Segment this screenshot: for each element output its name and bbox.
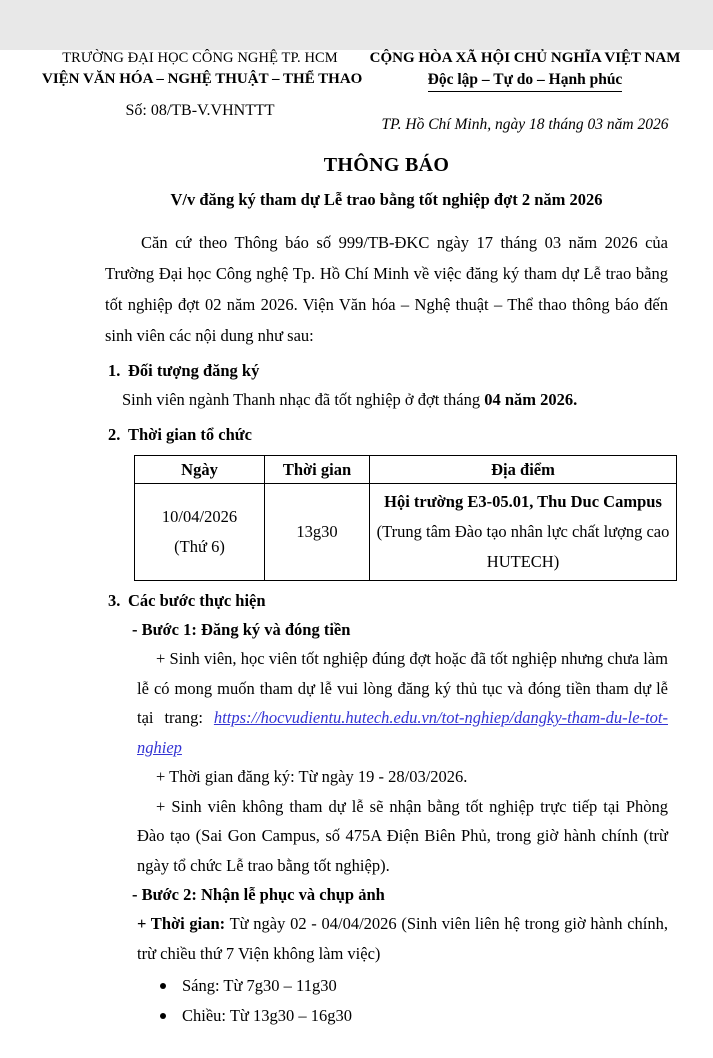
step-1-title: - Bước 1: Đăng ký và đóng tiền — [132, 620, 351, 639]
section-1-text: Sinh viên ngành Thanh nhạc đã tốt nghiệp ở đợt tháng — [122, 390, 485, 409]
document-subtitle: V/v đăng ký tham dự Lễ trao bằng tốt nghiệp đợt 2 năm 2026 — [170, 190, 603, 209]
step-1-registration-period: + Thời gian đăng ký: Từ ngày 19 - 28/03/2026. — [156, 767, 468, 786]
section-1-heading — [108, 356, 668, 385]
university-name: TRƯỜNG ĐẠI HỌC CÔNG NGHỆ TP. HCM — [62, 50, 338, 66]
step-2-title: - Bước 2: Nhận lễ phục và chụp ảnh — [132, 885, 385, 904]
document-number: Số: 08/TB-V.VHNTTT — [125, 102, 275, 119]
section-2-heading — [108, 420, 668, 449]
date-value: 10/04/2026 — [161, 507, 238, 526]
table-row — [135, 484, 677, 581]
step-2-time-text: Từ ngày 02 - 04/04/2026 (Sinh viên liên hệ trong giờ hành chính, trừ chiều thứ 7 Viện không làm việc) — [137, 914, 668, 963]
step-2-time-label: + Thời gian: — [137, 914, 226, 933]
list-item — [160, 1001, 668, 1031]
place-and-date: TP. Hồ Chí Minh, ngày 18 tháng 03 năm 2026 — [381, 116, 669, 133]
cell-date — [135, 484, 265, 581]
step-1-no-attendance-note: + Sinh viên không tham dự lễ sẽ nhận bằng tốt nghiệp trực tiếp tại Phòng Đào tạo (Sai Gon Campus, số 475A Điện Biên Phủ, trong giờ hành chính (trừ ngày tổ chức Lễ trao bằng tốt nghiệp). — [137, 796, 668, 875]
issuing-org-block — [42, 50, 363, 134]
table-header-row — [135, 456, 677, 484]
republic-title: CỘNG HÒA XÃ HỘI CHỦ NGHĨA VIỆT NAM — [369, 50, 681, 66]
col-header-location: Địa điểm — [370, 456, 677, 484]
national-motto: Độc lập – Tự do – Hạnh phúc — [428, 71, 623, 92]
step-1-text: + Sinh viên, học viên tốt nghiệp đúng đợt hoặc đã tốt nghiệp nhưng chưa làm lễ có mong muốn tham dự lễ vui lòng đăng ký thủ tục và đóng tiền tham dự lễ tại trang: — [137, 649, 668, 727]
cell-location — [370, 484, 677, 581]
step-2-time-paragraph — [137, 909, 668, 968]
section-2-title: Thời gian tổ chức — [128, 425, 253, 444]
document-page — [0, 50, 713, 1058]
afternoon-hours: Chiều: Từ 13g30 – 16g30 — [182, 1006, 352, 1025]
section-1-title: Đối tượng đăng ký — [128, 361, 260, 380]
step-1-paragraph-registration — [137, 644, 668, 762]
section-1-body — [122, 385, 668, 415]
location-detail: (Trung tâm Đào tạo nhân lực chất lượng cao HUTECH) — [376, 522, 670, 571]
col-header-date: Ngày — [135, 456, 265, 484]
pickup-time-list — [160, 971, 668, 1031]
cell-time — [265, 484, 370, 581]
date-weekday: (Thứ 6) — [174, 537, 225, 556]
registration-link[interactable]: https://hocvudientu.hutech.edu.vn/tot-nghiep/dangky-tham-du-le-tot-nghiep — [137, 708, 668, 757]
section-2-number: 2. — [108, 425, 121, 444]
document-header — [42, 50, 683, 134]
section-1-number: 1. — [108, 361, 121, 380]
intro-paragraph: Căn cứ theo Thông báo số 999/TB-ĐKC ngày 17 tháng 03 năm 2026 của Trường Đại học Công nghệ Tp. Hồ Chí Minh về việc đăng ký tham dự Lễ trao bằng tốt nghiệp đợt 02 năm 2026. Viện Văn hóa – Nghệ thuật – Thể thao thông báo đến sinh viên các nội dung như sau: — [105, 233, 668, 345]
col-header-time: Thời gian — [265, 456, 370, 484]
location-name: Hội trường E3-05.01, Thu Duc Campus — [384, 492, 662, 511]
section-3-number: 3. — [108, 591, 121, 610]
institute-name: VIỆN VĂN HÓA – NGHỆ THUẬT – THỂ THAO — [42, 71, 363, 87]
document-body — [0, 154, 713, 1031]
national-heading-block — [367, 50, 683, 134]
morning-hours: Sáng: Từ 7g30 – 11g30 — [182, 976, 337, 995]
list-item — [160, 971, 668, 1001]
section-1-text-bold: 04 năm 2026. — [484, 390, 578, 409]
ceremony-schedule-table — [134, 455, 677, 581]
section-3-title: Các bước thực hiện — [128, 591, 266, 610]
document-title: THÔNG BÁO — [323, 154, 450, 176]
bullet-icon — [160, 983, 166, 989]
time-value: 13g30 — [296, 522, 338, 541]
bullet-icon — [160, 1013, 166, 1019]
section-3-heading — [108, 586, 668, 615]
